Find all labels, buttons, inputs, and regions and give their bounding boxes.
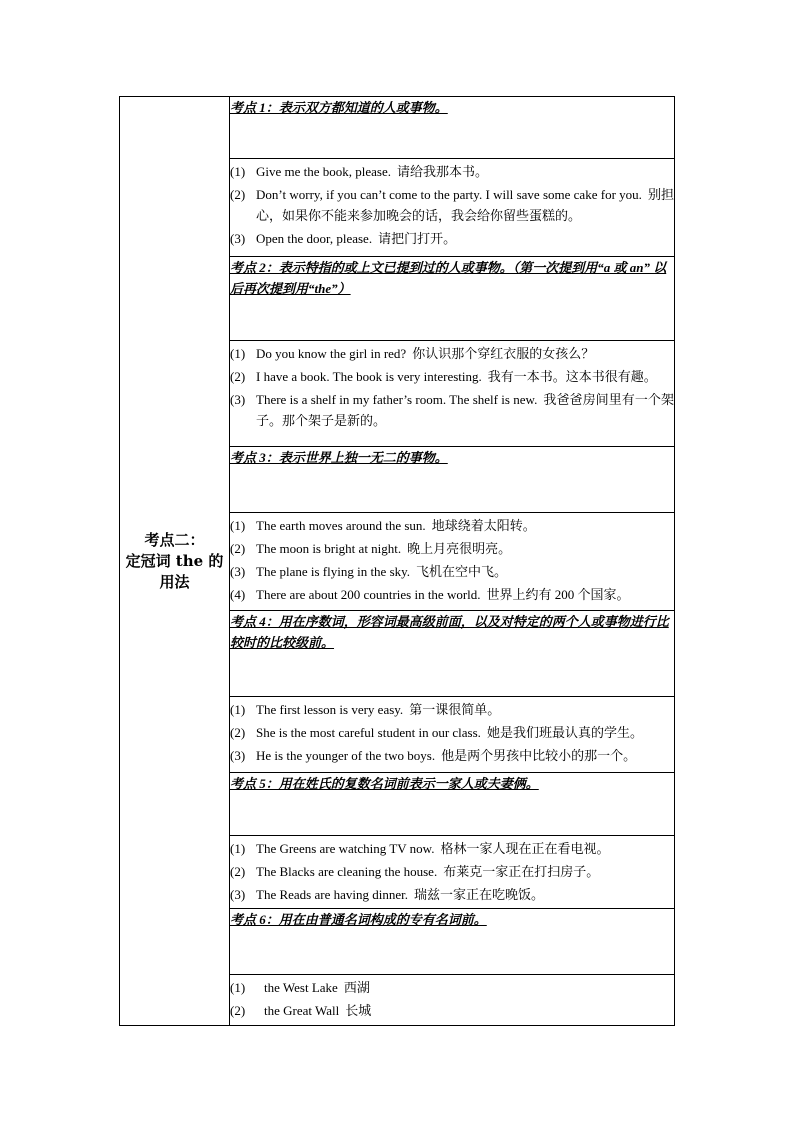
point-1-header xyxy=(230,97,675,159)
point-6-examples xyxy=(230,975,675,1026)
section-label-cell xyxy=(120,97,230,1026)
section-label: 考点二： 定冠词 the 的 用法 xyxy=(125,530,224,591)
example-item: (2) I have a book. The book is very interesting. 我有一本书。这本书很有趣。 xyxy=(230,369,657,384)
example-item: (1) The Greens are watching TV now. 格林一家人现在正在看电视。 xyxy=(230,841,610,856)
example-item: (1) The first lesson is very easy. 第一课很简单。 xyxy=(230,702,501,717)
point-3-examples xyxy=(230,513,675,611)
example-item: (1) Do you know the girl in red? 你认识那个穿红衣服的女孩么？ xyxy=(230,346,595,361)
example-item: (2) The moon is bright at night. 晚上月亮很明亮。 xyxy=(230,541,512,556)
example-item: (3) There is a shelf in my father’s room. The shelf is new. 我爸爸房间里有一个架子。那个架子是新的。 xyxy=(230,392,674,428)
example-item: (1) the West Lake 西湖 xyxy=(230,980,370,995)
point-2-examples xyxy=(230,341,675,447)
point-6-header xyxy=(230,909,675,975)
example-item: (3) The Reads are having dinner. 瑞兹一家正在吃晚饭。 xyxy=(230,887,544,902)
point-1-examples xyxy=(230,159,675,257)
point-title: 考点 1：表示双方都知道的人或事物。 xyxy=(230,100,448,115)
example-item: (1) Give me the book, please. 请给我那本书。 xyxy=(230,164,489,179)
example-item: (2) She is the most careful student in our class. 她是我们班最认真的学生。 xyxy=(230,725,643,740)
example-item: (3) He is the younger of the two boys. 他是两个男孩中比较小的那一个。 xyxy=(230,748,637,763)
point-4-examples xyxy=(230,697,675,773)
point-title: 考点 3：表示世界上独一无二的事物。 xyxy=(230,450,448,465)
point-2-header xyxy=(230,257,675,341)
point-3-header xyxy=(230,447,675,513)
example-item: (4) There are about 200 countries in the world. 世界上约有 200 个国家。 xyxy=(230,587,630,602)
example-item: (3) The plane is flying in the sky. 飞机在空中飞。 xyxy=(230,564,508,579)
example-item: (3) Open the door, please. 请把门打开。 xyxy=(230,231,457,246)
point-title: 考点 6：用在由普通名词构成的专有名词前。 xyxy=(230,912,487,927)
point-5-header xyxy=(230,773,675,836)
example-item: (2) the Great Wall 长城 xyxy=(230,1003,372,1018)
point-5-examples xyxy=(230,836,675,909)
example-item: (2) Don’t worry, if you can’t come to the party. I will save some cake for you. 别担心，如果你不能来参加晚会的话，我会给你留些蛋糕的。 xyxy=(230,187,674,223)
example-item: (2) The Blacks are cleaning the house. 布莱克一家正在打扫房子。 xyxy=(230,864,600,879)
example-item: (1) The earth moves around the sun. 地球绕着太阳转。 xyxy=(230,518,536,533)
point-4-header xyxy=(230,611,675,697)
point-title: 考点 4：用在序数词，形容词最高级前面，以及对特定的两个人或事物进行比较时的比较级前。 xyxy=(230,614,669,650)
usage-table xyxy=(119,96,675,1026)
point-title: 考点 2：表示特指的或上文已提到过的人或事物。（第一次提到用“a 或 an” 以后再次提到用“the”） xyxy=(230,260,667,296)
point-title: 考点 5：用在姓氏的复数名词前表示一家人或夫妻俩。 xyxy=(230,776,539,791)
